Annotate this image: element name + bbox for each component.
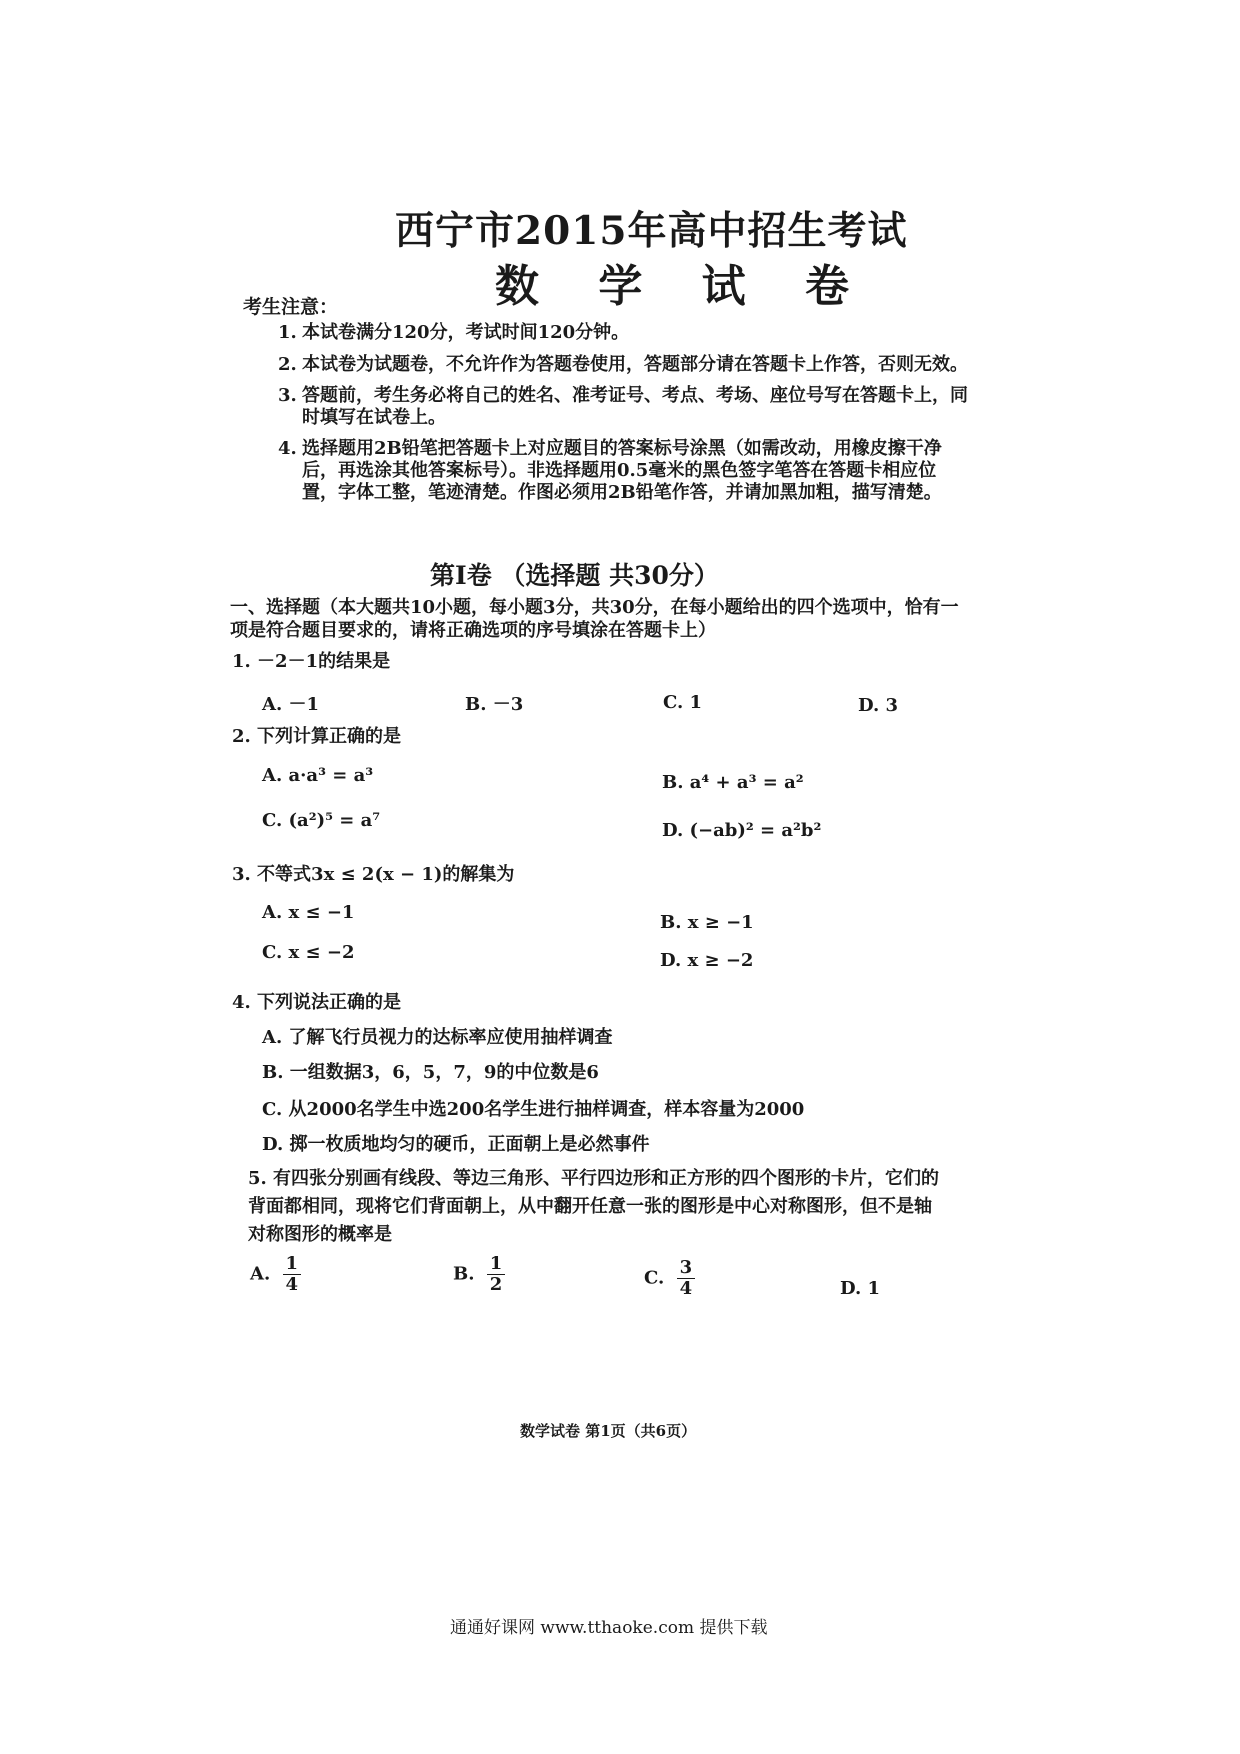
question-1-option-b: B. －3: [465, 694, 524, 715]
question-2-option-d: D. (−ab)² = a²b²: [662, 820, 822, 841]
option-label: A.: [250, 1263, 271, 1285]
question-5-option-a: [250, 1254, 301, 1295]
question-4-option-d: D. 掷一枚质地均匀的硬币，正面朝上是必然事件: [262, 1134, 650, 1155]
fraction: [677, 1258, 696, 1299]
question-5-option-b: [453, 1254, 505, 1295]
exam-title: 西宁市2015年高中招生考试: [395, 208, 908, 254]
download-source: 通通好课网 www.tthaoke.com 提供下载: [450, 1618, 768, 1638]
fraction-numerator: 3: [677, 1258, 696, 1279]
notice-item-number: 1.: [278, 322, 297, 343]
question-2-stem: 2. 下列计算正确的是: [232, 726, 402, 747]
question-3-option-a: A. x ≤ −1: [262, 902, 355, 923]
question-4-stem: 4. 下列说法正确的是: [232, 992, 402, 1013]
notice-item: [278, 322, 968, 344]
question-1-stem: 1. －2－1的结果是: [232, 651, 391, 672]
question-4-option-c: C. 从2000名学生中选200名学生进行抽样调查，样本容量为2000: [262, 1099, 805, 1120]
fraction-numerator: 1: [283, 1254, 302, 1275]
option-label: B.: [453, 1263, 475, 1285]
notice-list: [278, 322, 968, 513]
notice-item-text: 答题前，考生务必将自己的姓名、准考证号、考点、考场、座位号写在答题卡上，同时填写在试卷上。: [302, 385, 968, 428]
question-5-option-d: D. 1: [840, 1278, 881, 1299]
question-2-option-b: B. a⁴ + a³ = a²: [662, 772, 804, 793]
question-2-option-a: A. a·a³ = a³: [262, 765, 374, 786]
question-5-option-c: [644, 1258, 695, 1299]
question-3-option-c: C. x ≤ −2: [262, 942, 355, 963]
section-heading: 第Ⅰ卷 （选择题 共30分）: [430, 561, 719, 590]
exam-subtitle: 数 学 试 卷: [495, 261, 871, 312]
question-3-option-b: B. x ≥ −1: [660, 912, 754, 933]
notice-item: [278, 438, 968, 503]
fraction: [283, 1254, 302, 1295]
page-number: 数学试卷 第1页（共6页）: [520, 1422, 697, 1440]
question-1-option-d: D. 3: [858, 695, 899, 716]
notice-heading: 考生注意：: [243, 296, 339, 318]
notice-item: [278, 354, 968, 376]
notice-item: [278, 385, 968, 428]
question-4-option-a: A. 了解飞行员视力的达标率应使用抽样调查: [262, 1027, 613, 1048]
notice-item-number: 4.: [278, 438, 297, 460]
fraction-numerator: 1: [487, 1254, 506, 1275]
notice-item-text: 本试卷为试题卷，不允许作为答题卷使用，答题部分请在答题卡上作答，否则无效。: [302, 353, 968, 375]
question-2-option-c: C. (a²)⁵ = a⁷: [262, 810, 381, 831]
question-5-stem: 5. 有四张分别画有线段、等边三角形、平行四边形和正方形的四个图形的卡片，它们的背面都相同，现将它们背面朝上，从中翻开任意一张的图形是中心对称图形，但不是轴对称图形的概率是: [248, 1168, 940, 1245]
question-4-option-b: B. 一组数据3，6，5，7，9的中位数是6: [262, 1062, 599, 1083]
section-instruction: 一、选择题（本大题共10小题，每小题3分，共30分，在每小题给出的四个选项中，恰有一项是符合题目要求的，请将正确选项的序号填涂在答题卡上）: [230, 597, 959, 642]
fraction: [487, 1254, 506, 1295]
option-label: C.: [644, 1267, 665, 1289]
question-3-option-d: D. x ≥ −2: [660, 950, 754, 971]
question-1-option-a: A. －1: [262, 694, 320, 715]
question-1-option-c: C. 1: [663, 692, 703, 713]
notice-item-text: 本试卷满分120分，考试时间120分钟。: [302, 322, 630, 343]
fraction-denominator: 4: [285, 1273, 299, 1295]
notice-item-text: 选择题用2B铅笔把答题卡上对应题目的答案标号涂黑（如需改动，用橡皮擦干净后，再选涂其他答案标号）。非选择题用0.5毫米的黑色签字笔答在答题卡相应位置，字体工整，笔迹清楚。作图必须用2B铅笔作答，并请加黑加粗，描写清楚。: [302, 438, 942, 503]
notice-item-number: 2.: [278, 353, 297, 375]
question-3-stem: 3. 不等式3x ≤ 2(x − 1)的解集为: [232, 864, 515, 885]
notice-item-number: 3.: [278, 385, 297, 407]
fraction-denominator: 4: [679, 1277, 693, 1299]
fraction-denominator: 2: [489, 1273, 503, 1295]
